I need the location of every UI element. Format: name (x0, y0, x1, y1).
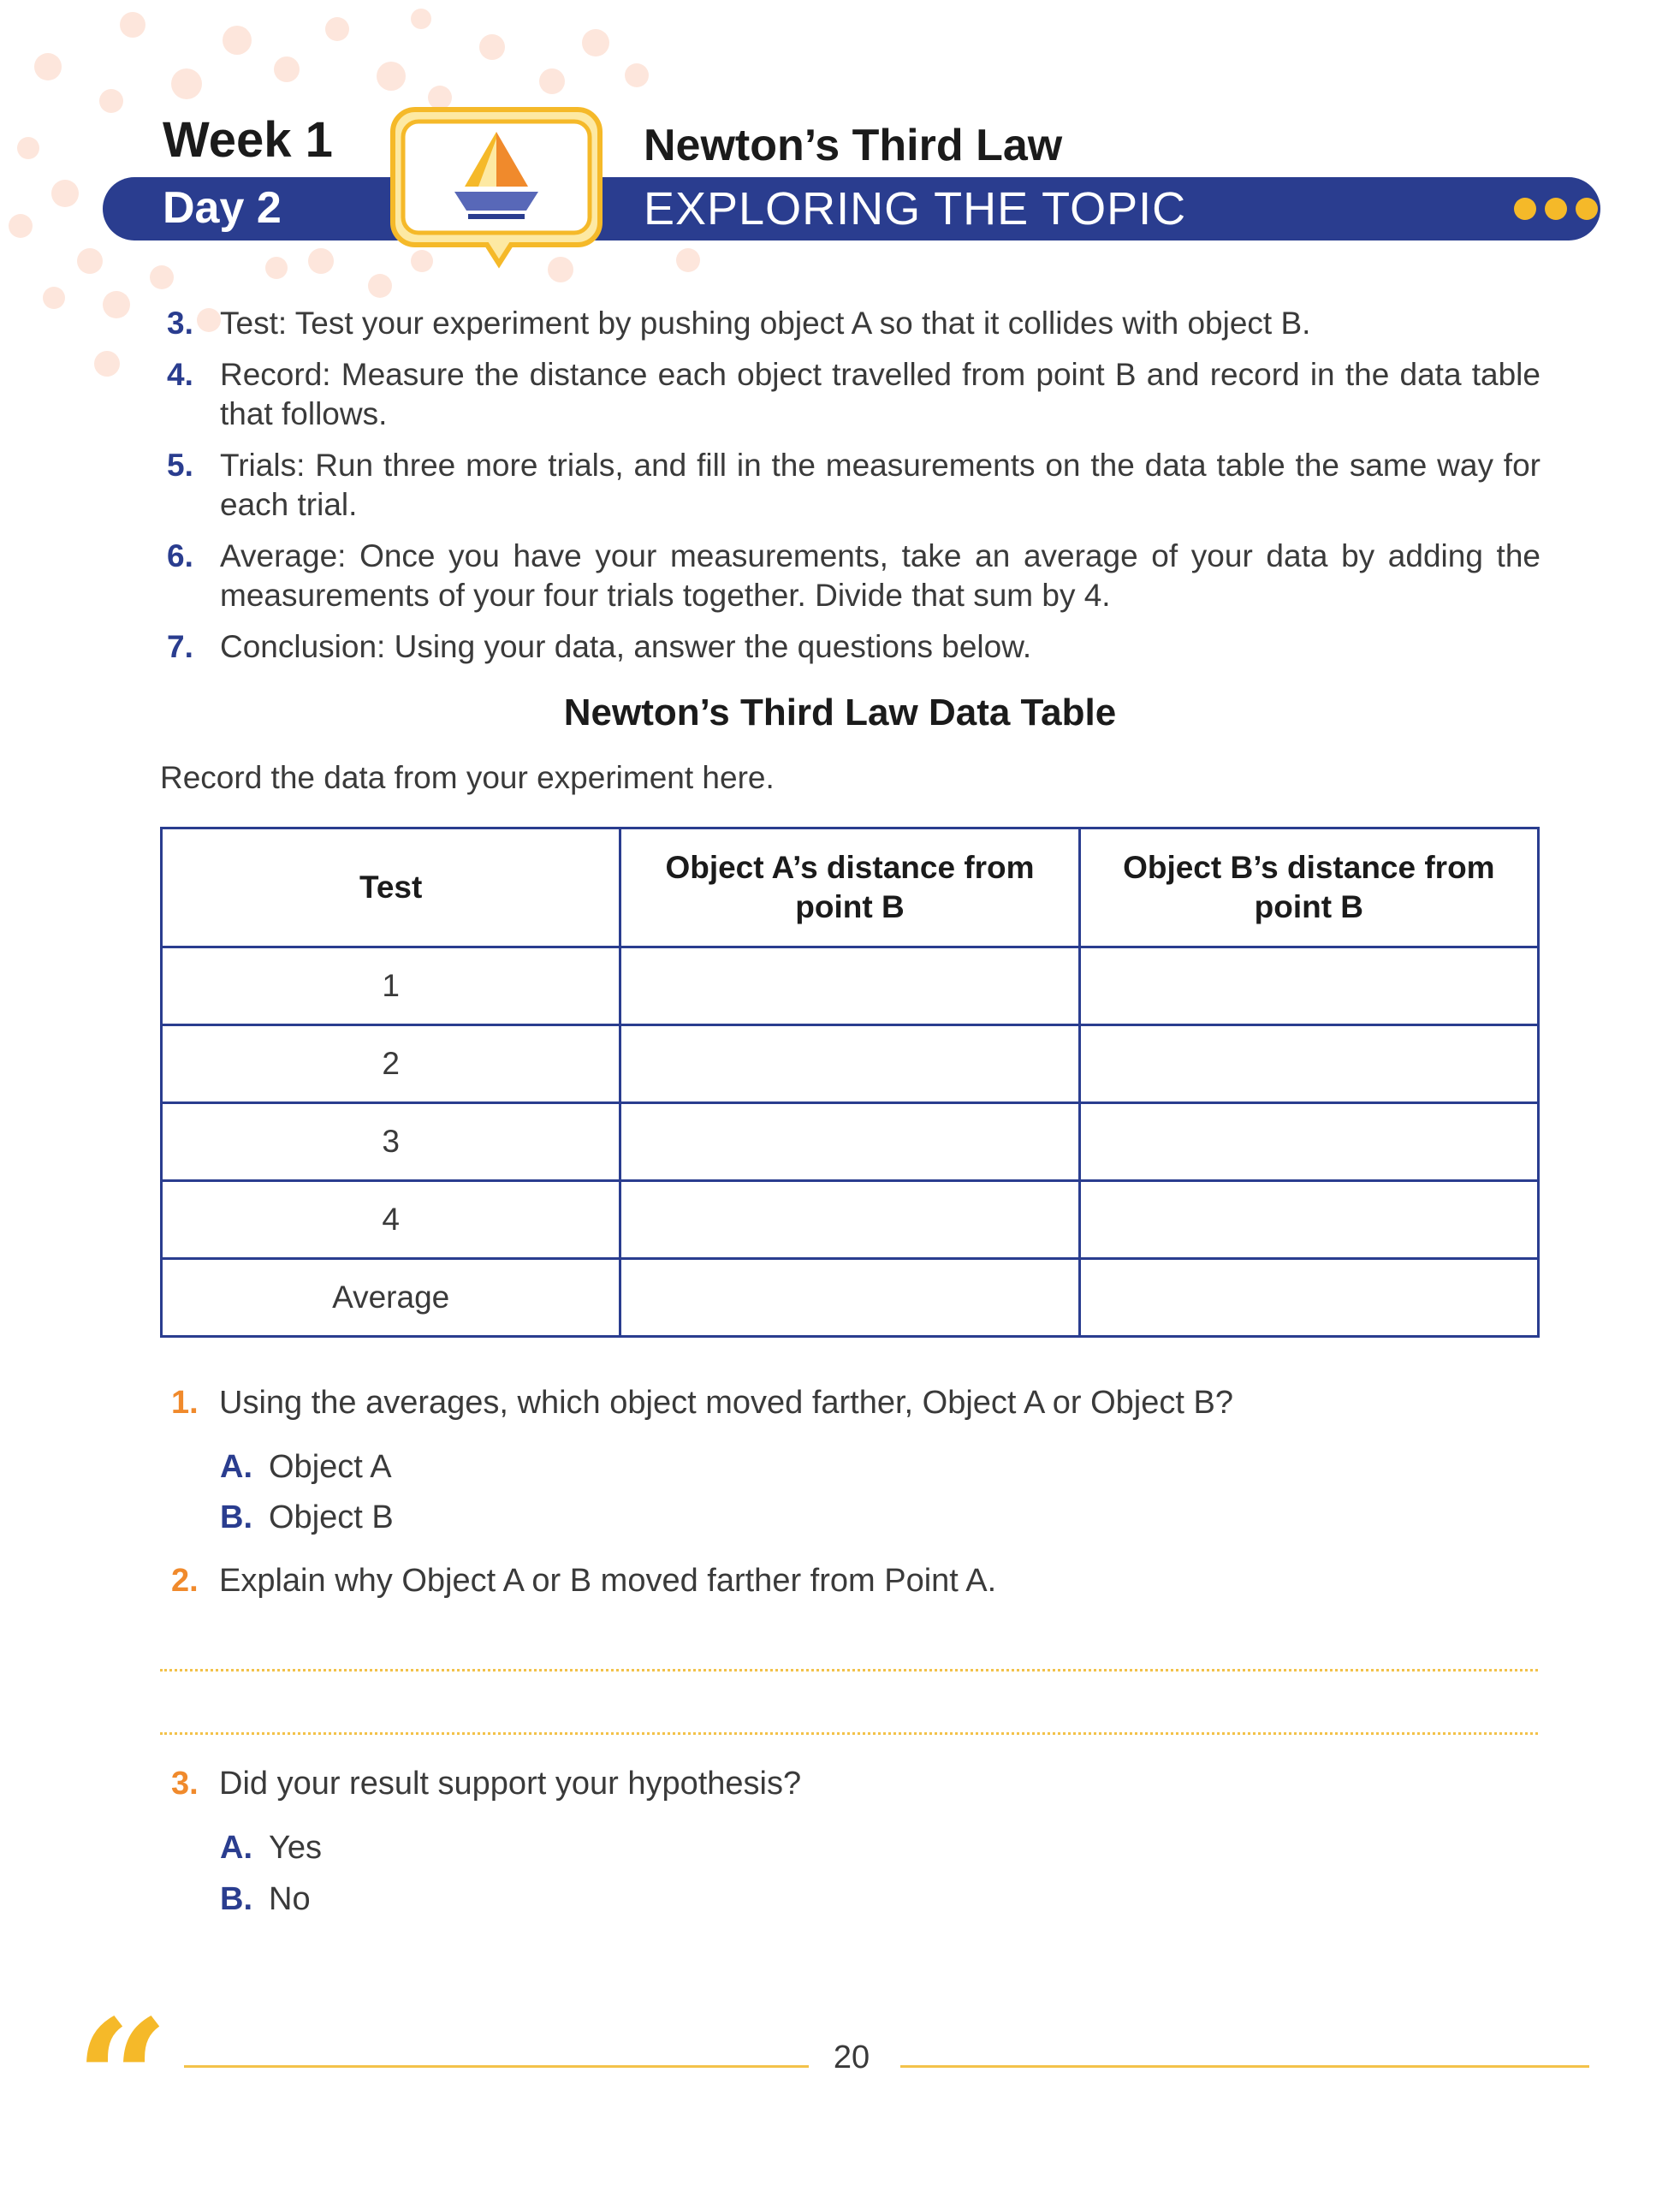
object-b-cell[interactable] (1079, 947, 1538, 1025)
question-3: 3. Did your result support your hypothesis? (171, 1766, 802, 1802)
step-item: 6. Average: Once you have your measurements, take an average of your data by adding the measurements of your four trials together. Divide that sum by 4. (167, 538, 1540, 613)
week-label: Week 1 (163, 112, 333, 168)
object-b-cell[interactable] (1079, 1025, 1538, 1103)
answer-option[interactable]: B. No (220, 1881, 311, 1917)
object-a-cell[interactable] (620, 1259, 1079, 1337)
question-1: 1. Using the averages, which object moved farther, Object A or Object B? (171, 1385, 1233, 1421)
table-row (162, 1259, 1539, 1337)
answer-option[interactable]: A. Object A (220, 1449, 392, 1485)
footer-line-left (184, 2065, 809, 2068)
object-a-cell[interactable] (620, 947, 1079, 1025)
table-row (162, 1181, 1539, 1259)
section-title: EXPLORING THE TOPIC (644, 183, 1187, 235)
answer-line[interactable] (160, 1732, 1538, 1735)
answer-option[interactable]: A. Yes (220, 1830, 322, 1866)
object-b-cell[interactable] (1079, 1259, 1538, 1337)
table-row (162, 1103, 1539, 1181)
table-row (162, 1025, 1539, 1103)
step-item: 5. Trials: Run three more trials, and fill in the measurements on the data table the same way for each trial. (167, 448, 1540, 522)
object-b-cell[interactable] (1079, 1103, 1538, 1181)
sailboat-icon (389, 101, 603, 272)
row-label: 3 (162, 1103, 620, 1181)
step-item: 7. Conclusion: Using your data, answer the questions below. (167, 629, 1032, 664)
question-2: 2. Explain why Object A or B moved farther from Point A. (171, 1563, 997, 1599)
row-label: 1 (162, 947, 620, 1025)
row-label: 2 (162, 1025, 620, 1103)
unit-title: Newton’s Third Law (644, 121, 1063, 170)
column-header-object-a: Object A’s distance from point B (620, 828, 1079, 947)
row-label: 4 (162, 1181, 620, 1259)
table-header-row (162, 828, 1539, 947)
step-item: 4. Record: Measure the distance each object travelled from point B and record in the data table that follows. (167, 357, 1540, 431)
table-instruction: Record the data from your experiment here. (160, 760, 775, 795)
object-a-cell[interactable] (620, 1181, 1079, 1259)
page-number: 20 (833, 2040, 870, 2075)
answer-option[interactable]: B. Object B (220, 1499, 394, 1535)
object-a-cell[interactable] (620, 1103, 1079, 1181)
instruction-steps (167, 304, 1540, 679)
table-row (162, 947, 1539, 1025)
quote-mark-icon: “ (75, 1984, 169, 2175)
answer-line[interactable] (160, 1669, 1538, 1671)
row-label: Average (162, 1259, 620, 1337)
column-header-test: Test (162, 828, 620, 947)
banner-dots (1505, 198, 1598, 224)
object-a-cell[interactable] (620, 1025, 1079, 1103)
sailboat-badge (389, 101, 603, 272)
step-item: 3. Test: Test your experiment by pushing object A so that it collides with object B. (167, 306, 1311, 341)
footer-line-right (900, 2065, 1589, 2068)
day-label: Day 2 (163, 183, 282, 233)
object-b-cell[interactable] (1079, 1181, 1538, 1259)
data-table (160, 827, 1540, 1338)
table-title: Newton’s Third Law Data Table (563, 692, 1117, 733)
column-header-object-b: Object B’s distance from point B (1079, 828, 1538, 947)
